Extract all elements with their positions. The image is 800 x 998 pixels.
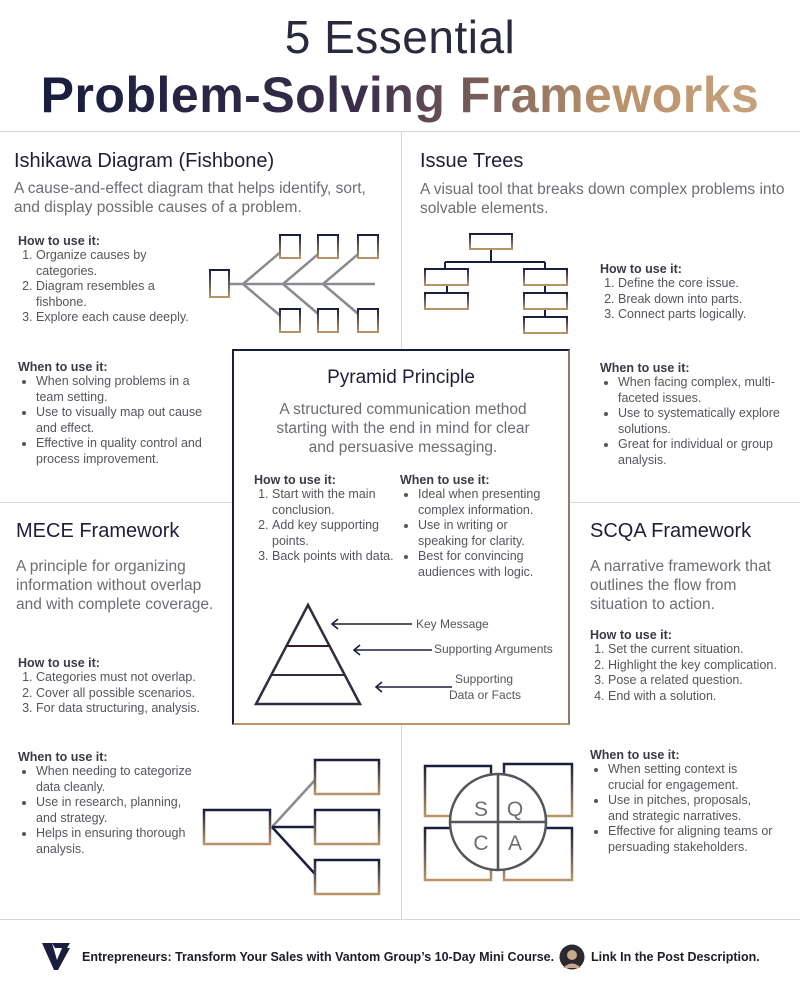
list-item: 3. Explore each cause deeply. xyxy=(36,310,198,326)
mece-how-label: How to use it: xyxy=(18,656,100,670)
scqa-diagram xyxy=(420,758,580,888)
pyramid-level-data-line2: Data or Facts xyxy=(449,688,522,702)
fishbone-head-box xyxy=(210,270,229,297)
fishbone-section xyxy=(14,150,394,217)
mece-diagram xyxy=(200,752,385,902)
list-item: • When setting context is crucial for engagement. xyxy=(608,762,775,793)
mece-how-list xyxy=(18,670,233,717)
list-item: 2. Diagram resembles a fishbone. xyxy=(36,279,198,310)
footer-link-text[interactable]: Link In the Post Description. xyxy=(591,950,760,964)
footer-cta: Entrepreneurs: Transform Your Sales with Vantom Group’s 10-Day Mini Course. xyxy=(82,950,555,964)
list-item: • Great for individual or group analysis. xyxy=(618,437,780,468)
mece-when-label: When to use it: xyxy=(18,750,108,764)
pyramid-how-label: How to use it: xyxy=(254,473,336,487)
mece-title: MECE Framework xyxy=(16,520,180,542)
scqa-how xyxy=(590,628,790,704)
list-item: • Use to visually map out cause and effect. xyxy=(36,405,218,436)
page-title-line1: 5 Essential xyxy=(284,11,516,63)
scqa-letter-q: Q xyxy=(506,798,524,821)
fishbone-diagram xyxy=(205,228,390,338)
pyramid-how-list xyxy=(254,487,399,565)
list-item: • When facing complex, multi-faceted issues. xyxy=(618,375,780,406)
list-item: • Ideal when presenting complex information. xyxy=(418,487,555,518)
mece-when xyxy=(18,750,193,857)
vantom-logo-icon xyxy=(40,940,72,972)
list-item: 3. For data structuring, analysis. xyxy=(36,701,233,717)
list-item: • Helps in ensuring thorough analysis. xyxy=(36,826,193,857)
fishbone-how xyxy=(18,234,198,326)
list-item: 2. Cover all possible scenarios. xyxy=(36,686,233,702)
pyramid-level-key: Key Message xyxy=(416,617,489,631)
issue-trees-when xyxy=(600,361,780,468)
pyramid-when xyxy=(400,473,555,580)
list-item: • Use in pitches, proposals, and strategic narratives. xyxy=(608,793,775,824)
list-item: 1. Start with the main conclusion. xyxy=(272,487,399,518)
list-item: 1. Set the current situation. xyxy=(608,642,790,658)
list-item: • Best for convincing audiences with logic. xyxy=(418,549,555,580)
pyramid-level-data-line1: Supporting xyxy=(455,672,514,686)
scqa-when xyxy=(590,748,775,855)
list-item: • Use to systematically explore solutions. xyxy=(618,406,780,437)
list-item: 4. End with a solution. xyxy=(608,689,790,705)
issue-trees-when-label: When to use it: xyxy=(600,361,690,375)
list-item: 3. Pose a related question. xyxy=(608,673,790,689)
scqa-how-list xyxy=(590,642,790,704)
mece-section xyxy=(16,520,216,614)
fishbone-title: Ishikawa Diagram (Fishbone) xyxy=(14,150,275,172)
fishbone-when xyxy=(18,360,218,467)
list-item: 3. Connect parts logically. xyxy=(618,307,790,323)
list-item: 2. Break down into parts. xyxy=(618,292,790,308)
fishbone-when-list xyxy=(18,374,218,467)
pyramid-level-supporting: Supporting Arguments xyxy=(434,642,553,656)
scqa-title: SCQA Framework xyxy=(590,520,752,542)
pyramid-diagram xyxy=(244,599,564,709)
scqa-how-label: How to use it: xyxy=(590,628,672,642)
fishbone-how-list xyxy=(18,248,198,326)
list-item: 3. Back points with data. xyxy=(272,549,399,565)
grid-divider-top xyxy=(0,131,800,132)
mece-description: A principle for organizing information without overlap and with complete coverage. xyxy=(16,558,214,613)
issue-trees-how-label: How to use it: xyxy=(600,262,682,276)
issue-trees-title: Issue Trees xyxy=(420,150,524,172)
pyramid-description: A structured communication method starting with the end in mind for clear and persuasive messaging. xyxy=(276,401,530,456)
pyramid-when-label: When to use it: xyxy=(400,473,490,487)
list-item: • Use in writing or speaking for clarity. xyxy=(418,518,555,549)
issue-trees-description: A visual tool that breaks down complex problems into solvable elements. xyxy=(420,181,785,217)
scqa-letter-s: S xyxy=(473,798,489,821)
scqa-description: A narrative framework that outlines the flow from situation to action. xyxy=(590,558,771,613)
pyramid-card xyxy=(232,349,570,725)
scqa-letter-c: C xyxy=(473,832,489,855)
list-item: • Use in research, planning, and strategy. xyxy=(36,795,193,826)
mece-how xyxy=(18,656,233,717)
pyramid-how xyxy=(254,473,399,565)
list-item: • Effective in quality control and process improvement. xyxy=(36,436,218,467)
grid-divider-bottom xyxy=(0,919,800,920)
issue-trees-how xyxy=(600,262,790,323)
list-item: 2. Highlight the key complication. xyxy=(608,658,790,674)
issue-trees-when-list xyxy=(600,375,780,468)
list-item: • When solving problems in a team setting. xyxy=(36,374,218,405)
scqa-when-label: When to use it: xyxy=(590,748,680,762)
issue-trees-how-list xyxy=(600,276,790,323)
issue-tree-diagram xyxy=(420,230,575,340)
issue-trees-section xyxy=(420,150,790,218)
list-item: 1. Define the core issue. xyxy=(618,276,790,292)
list-item: • Effective for aligning teams or persuading stakeholders. xyxy=(608,824,775,855)
scqa-when-list xyxy=(590,762,775,855)
list-item: • When needing to categorize data cleanly. xyxy=(36,764,193,795)
list-item: 1. Categories must not overlap. xyxy=(36,670,233,686)
mece-when-list xyxy=(18,764,193,857)
avatar xyxy=(559,944,585,970)
list-item: 1. Organize causes by categories. xyxy=(36,248,198,279)
pyramid-when-list xyxy=(400,487,555,580)
scqa-section xyxy=(590,520,790,614)
fishbone-how-label: How to use it: xyxy=(18,234,100,248)
list-item: 2. Add key supporting points. xyxy=(272,518,399,549)
fishbone-when-label: When to use it: xyxy=(18,360,108,374)
fishbone-description: A cause-and-effect diagram that helps identify, sort, and display possible causes of a problem. xyxy=(14,180,366,216)
page-title-line2: Problem-Solving Frameworks xyxy=(0,66,800,124)
scqa-letter-a: A xyxy=(507,832,523,855)
pyramid-title: Pyramid Principle xyxy=(327,367,475,388)
